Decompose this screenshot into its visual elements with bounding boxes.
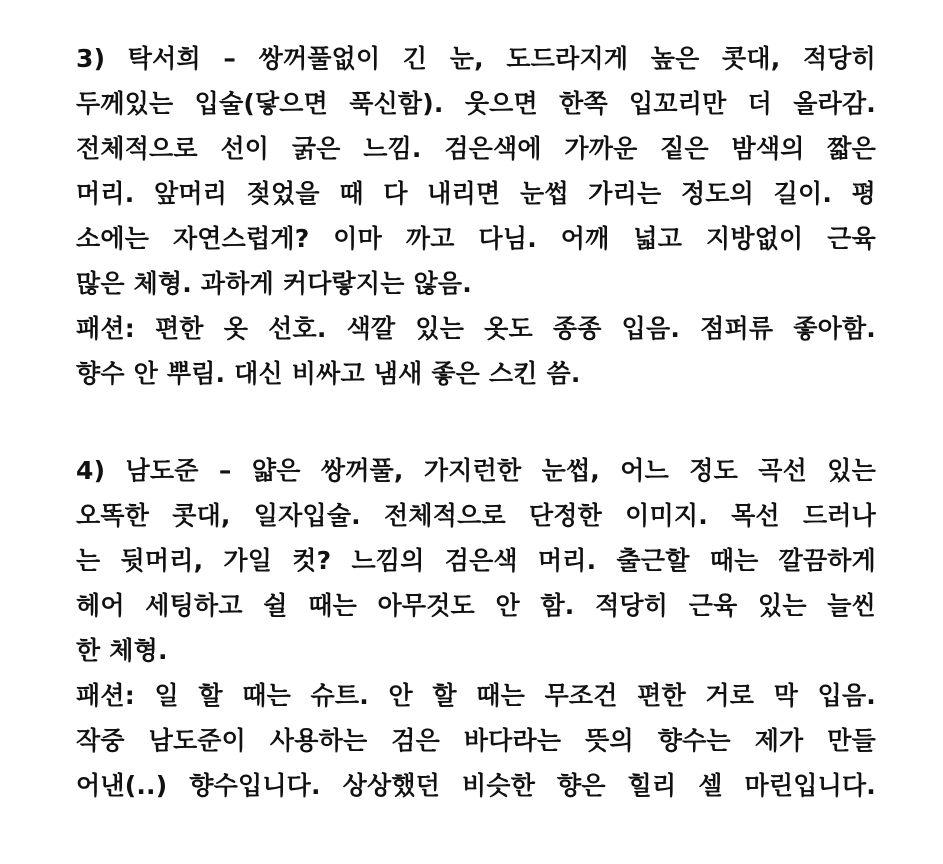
character-description-nam-dojun: [76, 448, 876, 808]
text-line: 두께있는 입술(닿으면 푹신함). 웃으면 한쪽 입꼬리만 더 올라감.: [76, 89, 876, 118]
text-line: 한 체형.: [76, 636, 168, 665]
text-line: 는 뒷머리, 가일 컷? 느낌의 검은색 머리. 출근할 때는 깔끔하게: [76, 546, 876, 575]
text-line: 오똑한 콧대, 일자입술. 전체적으로 단정한 이미지. 목선 드러나: [76, 501, 876, 530]
text-line: 어낸(..) 향수입니다. 상상했던 비슷한 향은 힐리 셀 마린입니다.: [76, 771, 876, 800]
character-description-tak-seohui: [76, 36, 876, 396]
text-line: 4) 남도준 – 얇은 쌍꺼풀, 가지런한 눈썹, 어느 정도 곡선 있는: [76, 456, 876, 485]
text-line: 헤어 세팅하고 쉴 때는 아무것도 안 함. 적당히 근육 있는 늘씬: [76, 591, 876, 620]
text-line: 머리. 앞머리 젖었을 때 다 내리면 눈썹 가리는 정도의 길이. 평: [76, 179, 876, 208]
text-line: 3) 탁서희 – 쌍꺼풀없이 긴 눈, 도드라지게 높은 콧대, 적당히: [76, 44, 876, 73]
text-line: 향수 안 뿌림. 대신 비싸고 냄새 좋은 스킨 씀.: [76, 359, 581, 388]
text-line: 패션: 일 할 때는 슈트. 안 할 때는 무조건 편한 거로 막 입음.: [76, 681, 876, 710]
text-line: 패션: 편한 옷 선호. 색깔 있는 옷도 종종 입음. 점퍼류 좋아함.: [76, 314, 876, 343]
text-line: 소에는 자연스럽게? 이마 까고 다님. 어깨 넓고 지방없이 근육: [76, 224, 876, 253]
text-line: 작중 남도준이 사용하는 검은 바다라는 뜻의 향수는 제가 만들: [76, 726, 876, 755]
text-line: 전체적으로 선이 굵은 느낌. 검은색에 가까운 짙은 밤색의 짧은: [76, 134, 876, 163]
text-line: 많은 체형. 과하게 커다랗지는 않음.: [76, 269, 472, 298]
